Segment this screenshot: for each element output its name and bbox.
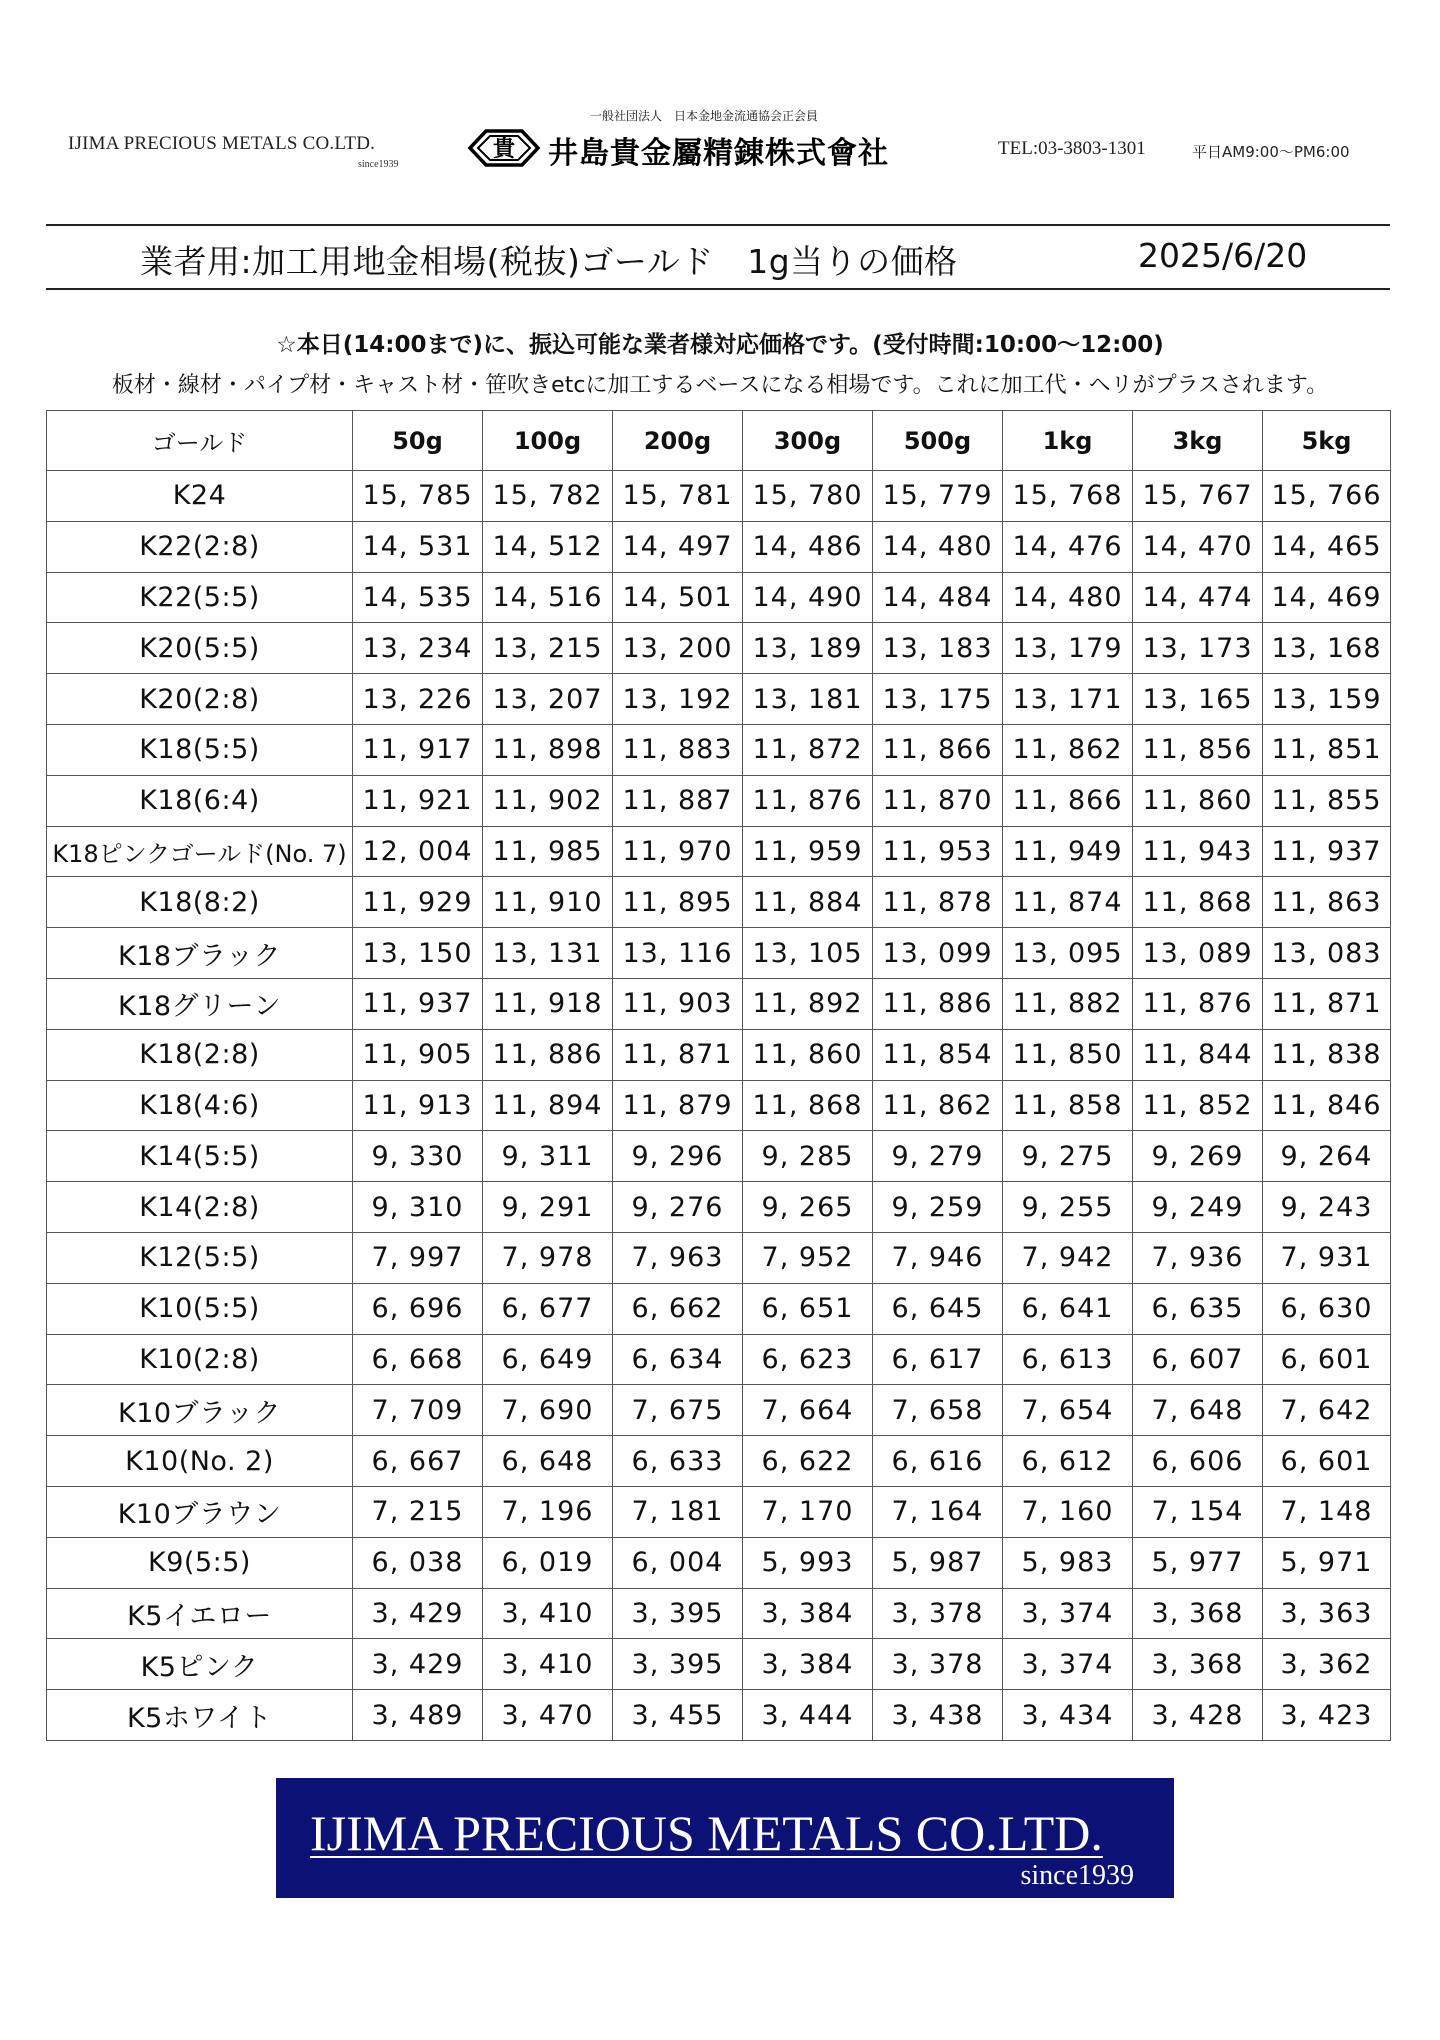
price-cell: 9, 291 bbox=[483, 1182, 613, 1233]
price-cell: 7, 963 bbox=[613, 1232, 743, 1283]
price-cell: 11, 863 bbox=[1263, 877, 1391, 928]
price-cell: 11, 876 bbox=[743, 775, 873, 826]
title-band bbox=[46, 226, 1390, 288]
price-cell: 14, 516 bbox=[483, 572, 613, 623]
column-header: 300g bbox=[743, 411, 873, 471]
banner-company-name: IJIMA PRECIOUS METALS CO.LTD. bbox=[310, 1805, 1103, 1861]
alloy-name-cell: K18(4:6) bbox=[47, 1080, 353, 1131]
price-cell: 14, 465 bbox=[1263, 521, 1391, 572]
price-cell: 11, 884 bbox=[743, 877, 873, 928]
price-cell: 11, 850 bbox=[1003, 1029, 1133, 1080]
table-row bbox=[47, 1131, 1391, 1182]
price-cell: 7, 154 bbox=[1133, 1486, 1263, 1537]
price-cell: 11, 860 bbox=[1133, 775, 1263, 826]
price-cell: 6, 668 bbox=[353, 1334, 483, 1385]
price-cell: 11, 882 bbox=[1003, 978, 1133, 1029]
price-cell: 7, 164 bbox=[873, 1486, 1003, 1537]
price-cell: 6, 601 bbox=[1263, 1334, 1391, 1385]
table-row bbox=[47, 978, 1391, 1029]
price-cell: 6, 616 bbox=[873, 1436, 1003, 1487]
price-cell: 7, 148 bbox=[1263, 1486, 1391, 1537]
price-cell: 11, 921 bbox=[353, 775, 483, 826]
price-date: 2025/6/20 bbox=[1138, 236, 1308, 275]
price-cell: 7, 942 bbox=[1003, 1232, 1133, 1283]
price-cell: 6, 641 bbox=[1003, 1283, 1133, 1334]
title-rule-bottom bbox=[46, 288, 1390, 290]
price-cell: 5, 987 bbox=[873, 1537, 1003, 1588]
table-row bbox=[47, 1385, 1391, 1436]
company-since: since1939 bbox=[358, 159, 399, 170]
price-cell: 6, 019 bbox=[483, 1537, 613, 1588]
alloy-name-cell: K5イエロー bbox=[47, 1588, 353, 1639]
alloy-name-cell: K22(5:5) bbox=[47, 572, 353, 623]
price-cell: 13, 168 bbox=[1263, 623, 1391, 674]
price-cell: 11, 949 bbox=[1003, 826, 1133, 877]
alloy-name-cell: K22(2:8) bbox=[47, 521, 353, 572]
price-cell: 13, 105 bbox=[743, 928, 873, 979]
price-cell: 3, 362 bbox=[1263, 1639, 1391, 1690]
price-cell: 15, 767 bbox=[1133, 471, 1263, 522]
alloy-name-cell: K10ブラック bbox=[47, 1385, 353, 1436]
price-cell: 7, 215 bbox=[353, 1486, 483, 1537]
table-row bbox=[47, 928, 1391, 979]
alloy-name-cell: K18グリーン bbox=[47, 978, 353, 1029]
alloy-name-cell: K18(2:8) bbox=[47, 1029, 353, 1080]
price-cell: 7, 952 bbox=[743, 1232, 873, 1283]
price-cell: 9, 330 bbox=[353, 1131, 483, 1182]
table-row bbox=[47, 674, 1391, 725]
price-cell: 11, 943 bbox=[1133, 826, 1263, 877]
price-cell: 11, 870 bbox=[873, 775, 1003, 826]
alloy-name-cell: K10ブラウン bbox=[47, 1486, 353, 1537]
alloy-name-cell: K5ピンク bbox=[47, 1639, 353, 1690]
price-cell: 14, 484 bbox=[873, 572, 1003, 623]
price-cell: 14, 476 bbox=[1003, 521, 1133, 572]
column-header: 5kg bbox=[1263, 411, 1391, 471]
price-cell: 3, 384 bbox=[743, 1639, 873, 1690]
price-cell: 3, 395 bbox=[613, 1588, 743, 1639]
price-cell: 11, 868 bbox=[743, 1080, 873, 1131]
price-cell: 7, 675 bbox=[613, 1385, 743, 1436]
price-cell: 11, 856 bbox=[1133, 724, 1263, 775]
price-cell: 13, 116 bbox=[613, 928, 743, 979]
price-cell: 3, 455 bbox=[613, 1690, 743, 1741]
price-cell: 3, 410 bbox=[483, 1639, 613, 1690]
price-cell: 9, 249 bbox=[1133, 1182, 1263, 1233]
price-cell: 11, 866 bbox=[1003, 775, 1133, 826]
alloy-name-cell: K14(2:8) bbox=[47, 1182, 353, 1233]
price-cell: 11, 970 bbox=[613, 826, 743, 877]
price-cell: 6, 617 bbox=[873, 1334, 1003, 1385]
price-cell: 11, 937 bbox=[1263, 826, 1391, 877]
price-cell: 14, 497 bbox=[613, 521, 743, 572]
table-row bbox=[47, 1588, 1391, 1639]
price-cell: 11, 868 bbox=[1133, 877, 1263, 928]
price-cell: 13, 183 bbox=[873, 623, 1003, 674]
price-cell: 15, 780 bbox=[743, 471, 873, 522]
price-cell: 11, 874 bbox=[1003, 877, 1133, 928]
price-cell: 11, 855 bbox=[1263, 775, 1391, 826]
price-cell: 15, 779 bbox=[873, 471, 1003, 522]
column-header: 3kg bbox=[1133, 411, 1263, 471]
price-cell: 13, 159 bbox=[1263, 674, 1391, 725]
price-cell: 11, 913 bbox=[353, 1080, 483, 1131]
price-cell: 11, 886 bbox=[873, 978, 1003, 1029]
price-cell: 9, 310 bbox=[353, 1182, 483, 1233]
price-cell: 3, 368 bbox=[1133, 1588, 1263, 1639]
alloy-name-cell: K10(5:5) bbox=[47, 1283, 353, 1334]
price-cell: 11, 846 bbox=[1263, 1080, 1391, 1131]
price-cell: 11, 851 bbox=[1263, 724, 1391, 775]
price-cell: 11, 871 bbox=[613, 1029, 743, 1080]
alloy-name-cell: K14(5:5) bbox=[47, 1131, 353, 1182]
table-row bbox=[47, 1334, 1391, 1385]
price-cell: 3, 384 bbox=[743, 1588, 873, 1639]
price-cell: 6, 613 bbox=[1003, 1334, 1133, 1385]
price-cell: 6, 634 bbox=[613, 1334, 743, 1385]
price-cell: 13, 099 bbox=[873, 928, 1003, 979]
price-cell: 7, 664 bbox=[743, 1385, 873, 1436]
price-cell: 13, 175 bbox=[873, 674, 1003, 725]
banner-since: since1939 bbox=[1020, 1860, 1134, 1891]
price-cell: 3, 374 bbox=[1003, 1639, 1133, 1690]
table-row bbox=[47, 1232, 1391, 1283]
price-cell: 3, 374 bbox=[1003, 1588, 1133, 1639]
price-cell: 3, 429 bbox=[353, 1639, 483, 1690]
price-cell: 15, 768 bbox=[1003, 471, 1133, 522]
price-cell: 5, 983 bbox=[1003, 1537, 1133, 1588]
logo-mark-char: 貴 bbox=[492, 137, 516, 162]
price-cell: 14, 486 bbox=[743, 521, 873, 572]
price-cell: 6, 648 bbox=[483, 1436, 613, 1487]
price-cell: 3, 395 bbox=[613, 1639, 743, 1690]
company-name-jp: 井島貴金屬精錬株式會社 bbox=[548, 136, 889, 171]
column-header: 50g bbox=[353, 411, 483, 471]
price-cell: 7, 978 bbox=[483, 1232, 613, 1283]
price-cell: 11, 858 bbox=[1003, 1080, 1133, 1131]
price-cell: 3, 438 bbox=[873, 1690, 1003, 1741]
alloy-name-cell: K5ホワイト bbox=[47, 1690, 353, 1741]
price-cell: 7, 160 bbox=[1003, 1486, 1133, 1537]
price-cell: 6, 630 bbox=[1263, 1283, 1391, 1334]
price-cell: 15, 781 bbox=[613, 471, 743, 522]
price-cell: 9, 296 bbox=[613, 1131, 743, 1182]
price-cell: 11, 959 bbox=[743, 826, 873, 877]
column-header: ゴールド bbox=[47, 411, 353, 471]
price-cell: 9, 243 bbox=[1263, 1182, 1391, 1233]
price-cell: 9, 265 bbox=[743, 1182, 873, 1233]
price-cell: 14, 490 bbox=[743, 572, 873, 623]
price-cell: 7, 997 bbox=[353, 1232, 483, 1283]
alloy-name-cell: K18ピンクゴールド(No. 7) bbox=[47, 826, 353, 877]
price-cell: 3, 378 bbox=[873, 1588, 1003, 1639]
notice-line: ☆本日(14:00まで)に、振込可能な業者様対応価格です。(受付時間:10:00～12:00) bbox=[276, 332, 1164, 358]
price-cell: 6, 662 bbox=[613, 1283, 743, 1334]
price-cell: 6, 601 bbox=[1263, 1436, 1391, 1487]
price-cell: 11, 894 bbox=[483, 1080, 613, 1131]
price-cell: 3, 470 bbox=[483, 1690, 613, 1741]
price-cell: 3, 368 bbox=[1133, 1639, 1263, 1690]
table-row bbox=[47, 623, 1391, 674]
price-cell: 7, 931 bbox=[1263, 1232, 1391, 1283]
price-cell: 11, 895 bbox=[613, 877, 743, 928]
table-row bbox=[47, 521, 1391, 572]
price-cell: 12, 004 bbox=[353, 826, 483, 877]
table-row bbox=[47, 1537, 1391, 1588]
price-cell: 11, 902 bbox=[483, 775, 613, 826]
price-cell: 11, 866 bbox=[873, 724, 1003, 775]
price-cell: 14, 512 bbox=[483, 521, 613, 572]
alloy-name-cell: K10(No. 2) bbox=[47, 1436, 353, 1487]
price-cell: 3, 429 bbox=[353, 1588, 483, 1639]
price-cell: 11, 892 bbox=[743, 978, 873, 1029]
price-cell: 14, 470 bbox=[1133, 521, 1263, 572]
price-cell: 13, 234 bbox=[353, 623, 483, 674]
price-cell: 11, 878 bbox=[873, 877, 1003, 928]
table-row bbox=[47, 1080, 1391, 1131]
price-cell: 5, 993 bbox=[743, 1537, 873, 1588]
price-cell: 9, 276 bbox=[613, 1182, 743, 1233]
table-row bbox=[47, 826, 1391, 877]
price-cell: 7, 946 bbox=[873, 1232, 1003, 1283]
price-cell: 9, 311 bbox=[483, 1131, 613, 1182]
price-cell: 13, 150 bbox=[353, 928, 483, 979]
price-cell: 13, 192 bbox=[613, 674, 743, 725]
price-cell: 11, 860 bbox=[743, 1029, 873, 1080]
alloy-name-cell: K18(6:4) bbox=[47, 775, 353, 826]
table-row bbox=[47, 877, 1391, 928]
price-cell: 11, 883 bbox=[613, 724, 743, 775]
company-name-en: IJIMA PRECIOUS METALS CO.LTD. bbox=[68, 133, 376, 154]
price-cell: 3, 428 bbox=[1133, 1690, 1263, 1741]
price-cell: 11, 898 bbox=[483, 724, 613, 775]
price-cell: 14, 480 bbox=[1003, 572, 1133, 623]
price-cell: 6, 612 bbox=[1003, 1436, 1133, 1487]
price-cell: 11, 929 bbox=[353, 877, 483, 928]
price-cell: 6, 623 bbox=[743, 1334, 873, 1385]
price-cell: 9, 279 bbox=[873, 1131, 1003, 1182]
alloy-name-cell: K24 bbox=[47, 471, 353, 522]
price-cell: 13, 207 bbox=[483, 674, 613, 725]
sub-note: 板材・線材・パイプ材・キャスト材・笹吹きetcに加工するベースになる相場です。これに加工代・ヘリがプラスされます。 bbox=[111, 373, 1329, 398]
price-cell: 11, 862 bbox=[873, 1080, 1003, 1131]
price-cell: 14, 535 bbox=[353, 572, 483, 623]
price-cell: 13, 215 bbox=[483, 623, 613, 674]
alloy-name-cell: K18(8:2) bbox=[47, 877, 353, 928]
company-banner bbox=[276, 1778, 1174, 1898]
price-cell: 11, 872 bbox=[743, 724, 873, 775]
price-cell: 11, 953 bbox=[873, 826, 1003, 877]
price-cell: 15, 785 bbox=[353, 471, 483, 522]
price-cell: 15, 782 bbox=[483, 471, 613, 522]
alloy-name-cell: K20(2:8) bbox=[47, 674, 353, 725]
table-row bbox=[47, 1029, 1391, 1080]
price-cell: 13, 181 bbox=[743, 674, 873, 725]
price-cell: 7, 658 bbox=[873, 1385, 1003, 1436]
table-row bbox=[47, 1283, 1391, 1334]
column-header: 100g bbox=[483, 411, 613, 471]
price-table-body bbox=[47, 471, 1391, 1741]
price-cell: 7, 648 bbox=[1133, 1385, 1263, 1436]
price-cell: 11, 876 bbox=[1133, 978, 1263, 1029]
price-cell: 11, 985 bbox=[483, 826, 613, 877]
alloy-name-cell: K10(2:8) bbox=[47, 1334, 353, 1385]
price-cell: 9, 264 bbox=[1263, 1131, 1391, 1182]
price-cell: 13, 173 bbox=[1133, 623, 1263, 674]
association-membership: 一般社団法人 日本金地金流通協会正会員 bbox=[590, 109, 819, 123]
price-cell: 14, 474 bbox=[1133, 572, 1263, 623]
price-cell: 11, 937 bbox=[353, 978, 483, 1029]
price-cell: 6, 645 bbox=[873, 1283, 1003, 1334]
price-cell: 9, 285 bbox=[743, 1131, 873, 1182]
table-row bbox=[47, 1436, 1391, 1487]
price-cell: 3, 444 bbox=[743, 1690, 873, 1741]
company-logo-mark bbox=[466, 125, 542, 171]
price-cell: 3, 423 bbox=[1263, 1690, 1391, 1741]
price-cell: 14, 480 bbox=[873, 521, 1003, 572]
price-cell: 6, 038 bbox=[353, 1537, 483, 1588]
price-cell: 14, 531 bbox=[353, 521, 483, 572]
table-row bbox=[47, 1182, 1391, 1233]
price-cell: 9, 269 bbox=[1133, 1131, 1263, 1182]
price-cell: 13, 083 bbox=[1263, 928, 1391, 979]
price-cell: 13, 089 bbox=[1133, 928, 1263, 979]
price-cell: 3, 434 bbox=[1003, 1690, 1133, 1741]
price-cell: 7, 936 bbox=[1133, 1232, 1263, 1283]
price-cell: 13, 189 bbox=[743, 623, 873, 674]
table-row bbox=[47, 724, 1391, 775]
price-cell: 6, 696 bbox=[353, 1283, 483, 1334]
table-row bbox=[47, 775, 1391, 826]
price-cell: 13, 179 bbox=[1003, 623, 1133, 674]
price-cell: 7, 690 bbox=[483, 1385, 613, 1436]
price-cell: 6, 004 bbox=[613, 1537, 743, 1588]
price-cell: 11, 879 bbox=[613, 1080, 743, 1131]
price-cell: 11, 844 bbox=[1133, 1029, 1263, 1080]
price-table bbox=[46, 410, 1391, 1741]
price-cell: 15, 766 bbox=[1263, 471, 1391, 522]
price-cell: 7, 642 bbox=[1263, 1385, 1391, 1436]
price-cell: 7, 170 bbox=[743, 1486, 873, 1537]
page-title: 業者用:加工用地金相場(税抜)ゴールド 1g当りの価格 bbox=[140, 242, 958, 281]
price-cell: 6, 651 bbox=[743, 1283, 873, 1334]
alloy-name-cell: K20(5:5) bbox=[47, 623, 353, 674]
price-cell: 3, 489 bbox=[353, 1690, 483, 1741]
price-cell: 11, 887 bbox=[613, 775, 743, 826]
price-cell: 6, 606 bbox=[1133, 1436, 1263, 1487]
alloy-name-cell: K18(5:5) bbox=[47, 724, 353, 775]
alloy-name-cell: K12(5:5) bbox=[47, 1232, 353, 1283]
price-cell: 13, 131 bbox=[483, 928, 613, 979]
price-cell: 13, 095 bbox=[1003, 928, 1133, 979]
price-cell: 13, 171 bbox=[1003, 674, 1133, 725]
price-cell: 6, 633 bbox=[613, 1436, 743, 1487]
price-cell: 7, 709 bbox=[353, 1385, 483, 1436]
price-cell: 11, 905 bbox=[353, 1029, 483, 1080]
price-cell: 11, 852 bbox=[1133, 1080, 1263, 1131]
price-cell: 11, 862 bbox=[1003, 724, 1133, 775]
price-cell: 3, 378 bbox=[873, 1639, 1003, 1690]
price-cell: 7, 196 bbox=[483, 1486, 613, 1537]
price-cell: 11, 854 bbox=[873, 1029, 1003, 1080]
price-cell: 6, 607 bbox=[1133, 1334, 1263, 1385]
price-cell: 11, 903 bbox=[613, 978, 743, 1029]
table-row bbox=[47, 471, 1391, 522]
price-cell: 6, 622 bbox=[743, 1436, 873, 1487]
price-cell: 14, 469 bbox=[1263, 572, 1391, 623]
price-cell: 3, 363 bbox=[1263, 1588, 1391, 1639]
table-row bbox=[47, 1486, 1391, 1537]
column-header: 200g bbox=[613, 411, 743, 471]
price-cell: 6, 649 bbox=[483, 1334, 613, 1385]
price-cell: 11, 838 bbox=[1263, 1029, 1391, 1080]
table-header-row bbox=[47, 411, 1391, 471]
column-header: 1kg bbox=[1003, 411, 1133, 471]
price-cell: 9, 259 bbox=[873, 1182, 1003, 1233]
price-cell: 13, 200 bbox=[613, 623, 743, 674]
price-cell: 9, 255 bbox=[1003, 1182, 1133, 1233]
price-cell: 14, 501 bbox=[613, 572, 743, 623]
column-header: 500g bbox=[873, 411, 1003, 471]
alloy-name-cell: K18ブラック bbox=[47, 928, 353, 979]
price-cell: 5, 977 bbox=[1133, 1537, 1263, 1588]
alloy-name-cell: K9(5:5) bbox=[47, 1537, 353, 1588]
price-cell: 11, 871 bbox=[1263, 978, 1391, 1029]
price-cell: 11, 910 bbox=[483, 877, 613, 928]
table-row bbox=[47, 1690, 1391, 1741]
table-row bbox=[47, 572, 1391, 623]
price-cell: 13, 165 bbox=[1133, 674, 1263, 725]
price-cell: 6, 677 bbox=[483, 1283, 613, 1334]
price-cell: 5, 971 bbox=[1263, 1537, 1391, 1588]
business-hours: 平日AM9:00〜PM6:00 bbox=[1192, 143, 1350, 161]
price-cell: 11, 917 bbox=[353, 724, 483, 775]
price-cell: 3, 410 bbox=[483, 1588, 613, 1639]
price-cell: 6, 667 bbox=[353, 1436, 483, 1487]
price-cell: 11, 886 bbox=[483, 1029, 613, 1080]
price-cell: 6, 635 bbox=[1133, 1283, 1263, 1334]
price-cell: 7, 654 bbox=[1003, 1385, 1133, 1436]
telephone-number: TEL:03-3803-1301 bbox=[998, 138, 1146, 159]
price-cell: 9, 275 bbox=[1003, 1131, 1133, 1182]
price-cell: 11, 918 bbox=[483, 978, 613, 1029]
table-row bbox=[47, 1639, 1391, 1690]
price-cell: 13, 226 bbox=[353, 674, 483, 725]
price-cell: 7, 181 bbox=[613, 1486, 743, 1537]
